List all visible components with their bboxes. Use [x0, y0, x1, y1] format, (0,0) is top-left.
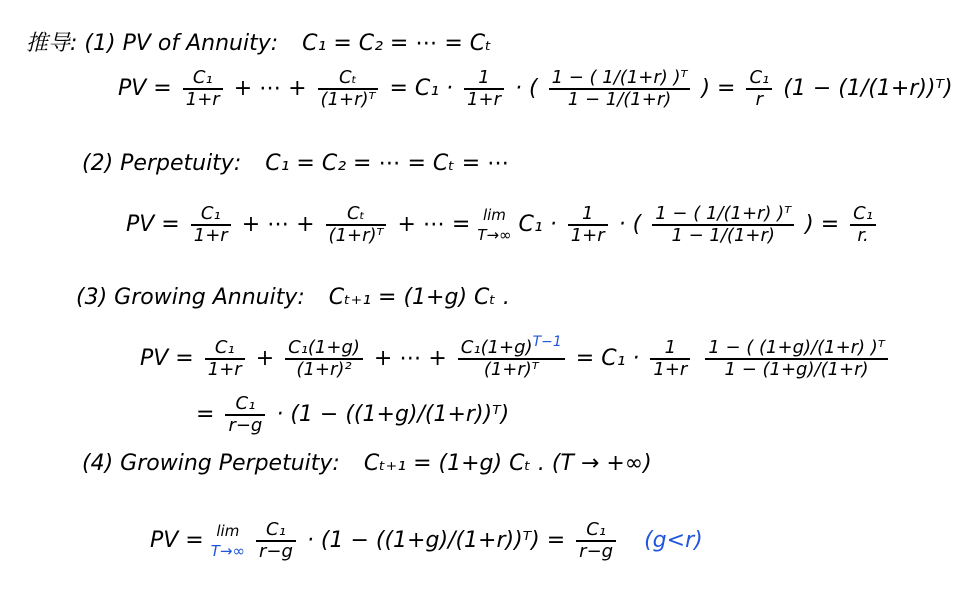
section-4-heading-line [82, 450, 652, 478]
ellipsis-term: + ⋯ + [241, 212, 315, 237]
big-fraction: $\frac{\text{1 − ( 1/(1+r) )ᵀ}}{1 - 1/(1+r)}$ [549, 68, 691, 110]
section-2-heading-line [82, 150, 509, 178]
fraction: $\frac{\text{C₁}}{1+r}$ [205, 338, 245, 380]
fraction: $\frac{C_1(1+g)^{T-1}}{\text{(1+r)ᵀ}}$ [458, 338, 565, 380]
ellipsis-term: + ⋯ + [373, 346, 447, 371]
fraction: $\frac{1}{1+r}$ [464, 68, 504, 110]
section-1-formula [118, 68, 953, 110]
fraction: $\frac{\text{C₁}}{1+r}$ [191, 204, 231, 246]
derivation-label: 推导: [26, 31, 78, 56]
section-4-title: (4) Growing Perpetuity: [82, 451, 340, 476]
result-tail: (1 − (1/(1+r))ᵀ) [783, 76, 953, 101]
section-3-heading-line [76, 284, 510, 312]
paren-open: · ( [618, 212, 642, 237]
plus: + [255, 346, 275, 371]
section-3-result [196, 394, 509, 436]
section-1-title: (1) PV of Annuity: [84, 31, 279, 56]
section-3-title: (3) Growing Annuity: [76, 285, 305, 310]
section-2-condition: C₁ = C₂ = ⋯ = Cₜ = ⋯ [265, 151, 510, 176]
pv-label: PV = [140, 346, 194, 371]
limit: lim T→∞ [477, 206, 512, 244]
result-tail: · (1 − ((1+g)/(1+r))ᵀ) [276, 402, 510, 427]
equals: + ⋯ = [397, 212, 471, 237]
pv-label: PV = [118, 76, 172, 101]
fraction: $\frac{\text{Cₜ}}{\text{(1+r)ᵀ}}$ [326, 204, 387, 246]
result-fraction: $\frac{\text{C₁}}{r}$ [746, 68, 772, 110]
section-3-formula [140, 334, 892, 380]
equals: = C₁ · [389, 76, 454, 101]
paren-close: ) [805, 212, 814, 237]
section-3-condition: Cₜ₊₁ = (1+g) Cₜ . [328, 285, 510, 310]
big-fraction: $\frac{\text{1 − ( (1+g)/(1+r) )ᵀ}}{1 - (1+g)/(1+r)}$ [705, 338, 887, 380]
coefficient: C₁ · [518, 212, 557, 237]
equals: = [546, 528, 566, 553]
section-2-formula [126, 204, 880, 246]
equals: = C₁ · [575, 346, 640, 371]
result-fraction: $\frac{\text{C₁}}{r-g}$ [576, 520, 616, 562]
result-tail: · (1 − ((1+g)/(1+r))ᵀ) [306, 528, 540, 553]
section-4-formula [150, 520, 703, 562]
equals: = [820, 212, 840, 237]
result-fraction: $\frac{\text{C₁}}{r-g}$ [225, 394, 265, 436]
section-4-condition: Cₜ₊₁ = (1+g) Cₜ . (T → +∞) [363, 451, 652, 476]
paren-open: · ( [514, 76, 538, 101]
equals: = [196, 402, 215, 427]
fraction: $\frac{\text{C₁}}{1+r}$ [183, 68, 223, 110]
section-2-title: (2) Perpetuity: [82, 151, 242, 176]
fraction: $\frac{\text{C₁(1+g)}}{\text{(1+r)²}}$ [285, 338, 363, 380]
pv-label: PV = [150, 528, 204, 553]
fraction: $\frac{\text{Cₜ}}{\text{(1+r)ᵀ}}$ [318, 68, 379, 110]
section-1-heading-line [26, 30, 492, 58]
fraction: $\frac{1}{1+r}$ [568, 204, 608, 246]
fraction: $\frac{1}{1+r}$ [650, 338, 690, 380]
result-fraction: $\frac{\text{C₁}}{r.}$ [850, 204, 876, 246]
equals: = [717, 76, 736, 101]
paren-close: ) [701, 76, 711, 101]
section-1-condition: C₁ = C₂ = ⋯ = Cₜ [302, 31, 492, 56]
big-fraction: $\frac{\text{1 − ( 1/(1+r) )ᵀ}}{1 - 1/(1+r)}$ [652, 204, 794, 246]
pv-label: PV = [126, 212, 180, 237]
ellipsis-term: + ⋯ + [233, 76, 307, 101]
limit: lim T→∞ [210, 522, 245, 560]
condition-note: (g<r) [644, 528, 703, 553]
fraction: $\frac{\text{C₁}}{r-g}$ [256, 520, 296, 562]
